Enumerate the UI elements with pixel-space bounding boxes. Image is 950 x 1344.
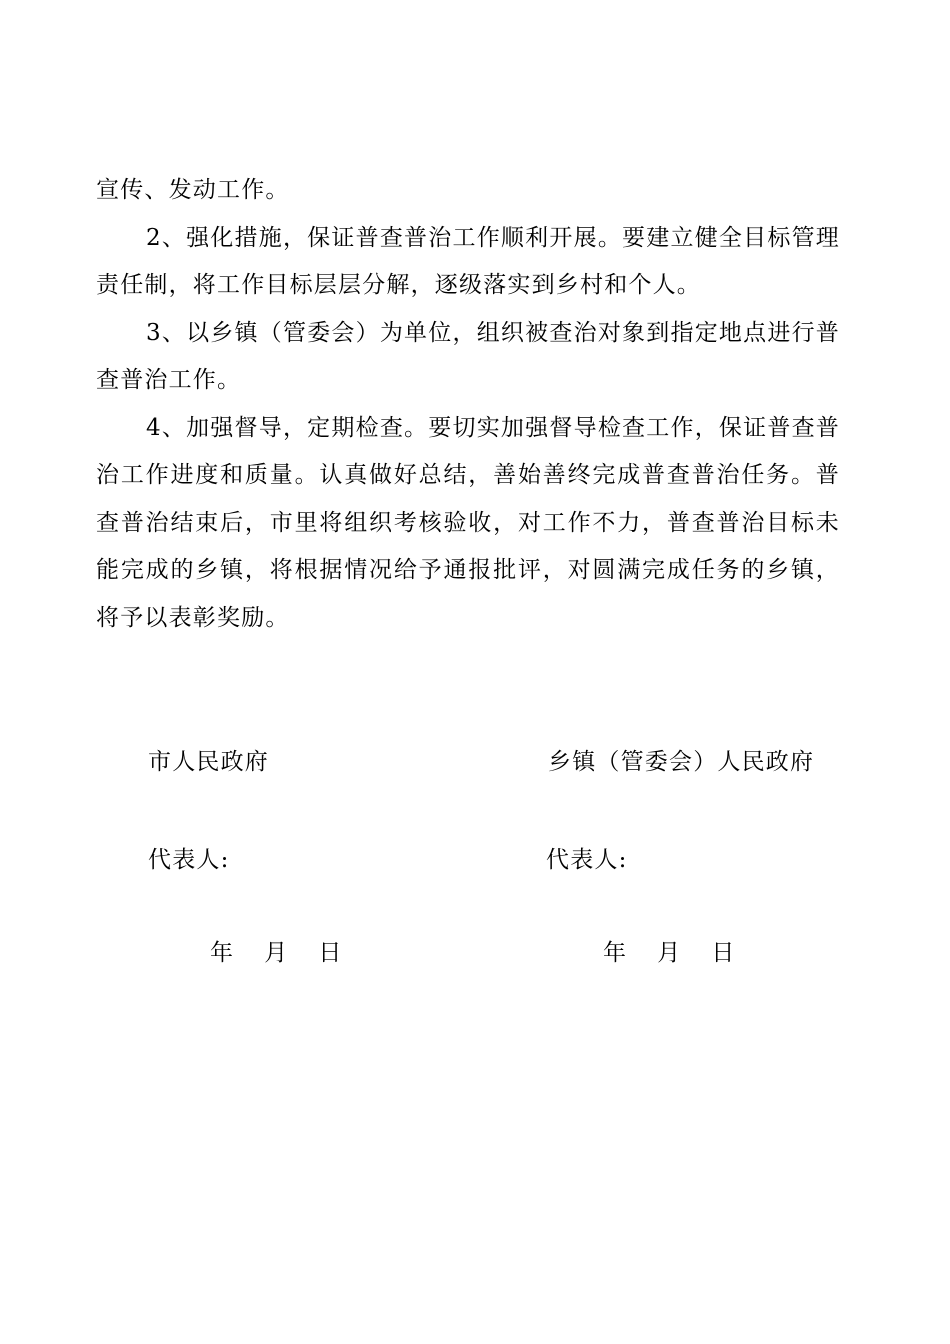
date-day-label: 日 [711,940,736,966]
paragraph-item-3: 3、以乡镇（管委会）为单位，组织被查治对象到指定地点进行普查普治工作。 [96,319,840,393]
paragraph-intro-continuation: 宣传、发动工作。 [96,177,290,203]
signature-left-date [210,938,343,968]
signature-left-representative: 代表人: [148,847,230,873]
paragraph-item-4: 4、加强督导，定期检查。要切实加强督导检查工作，保证普查普治工作进度和质量。认真做好总结，善始善终完成普查普治任务。普查普治结束后，市里将组织考核验收，对工作不力，普查普治目标未能完成的乡镇，将根据情况给予通报批评，对圆满完成任务的乡镇，将予以表彰奖励。 [96,414,840,631]
document-body [96,167,840,642]
date-year-label: 年 [603,940,628,966]
date-month-label: 月 [264,940,289,966]
signature-right-org: 乡镇（管委会）人民政府 [548,749,815,775]
date-year-label: 年 [210,940,235,966]
paragraph-item-2: 2、强化措施，保证普查普治工作顺利开展。要建立健全目标管理责任制，将工作目标层层分解，逐级落实到乡村和个人。 [96,224,840,298]
signature-left-org: 市人民政府 [148,749,269,775]
signature-right-date [603,938,736,968]
signature-right-representative: 代表人: [546,847,628,873]
date-day-label: 日 [318,940,343,966]
date-month-label: 月 [657,940,682,966]
